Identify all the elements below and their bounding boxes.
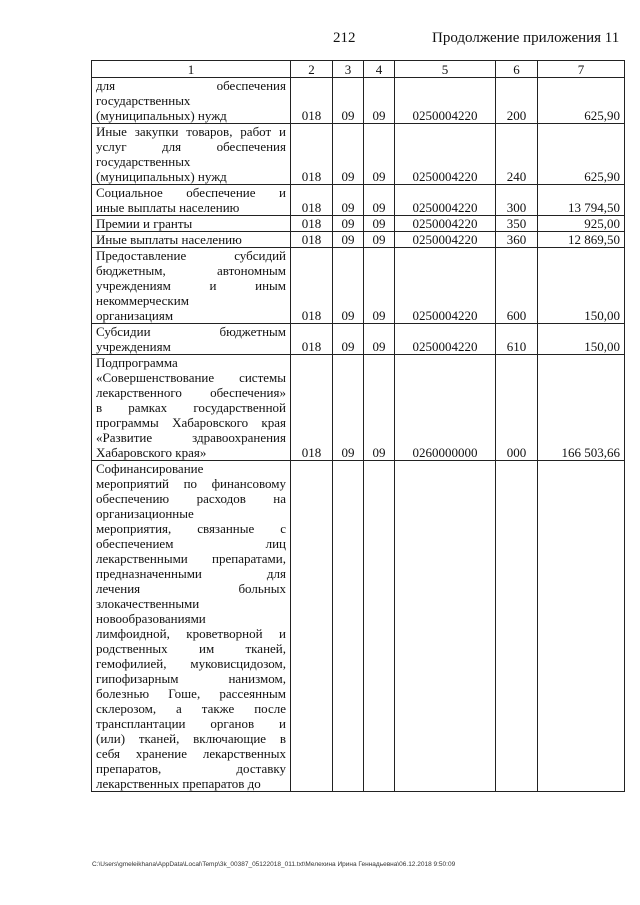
description-line: в рамках государственной <box>96 400 286 415</box>
column-header: 1 <box>92 61 291 78</box>
description-line: препаратов, доставку <box>96 761 286 776</box>
column-header: 3 <box>333 61 364 78</box>
section-code-cell: 09 <box>333 324 364 355</box>
amount-cell: 13 794,50 <box>538 185 625 216</box>
description-line: (муниципальных) нужд <box>96 108 227 123</box>
subsection-code-cell: 09 <box>364 355 395 461</box>
row-description <box>92 248 291 324</box>
ministry-code-cell: 018 <box>291 232 333 248</box>
row-description <box>92 185 291 216</box>
expense-type-cell: 600 <box>496 248 538 324</box>
amount-cell: 625,90 <box>538 78 625 124</box>
target-article-cell: 0260000000 <box>395 355 496 461</box>
description-line: трансплантации органов и <box>96 716 286 731</box>
description-line: склерозом, а также после <box>96 701 286 716</box>
row-description <box>92 461 291 792</box>
ministry-code-cell: 018 <box>291 324 333 355</box>
expense-type-cell <box>496 461 538 792</box>
description-line: лечения больных <box>96 581 286 596</box>
description-line: родственных им тканей, <box>96 641 286 656</box>
table-row <box>92 461 625 792</box>
expense-type-cell: 200 <box>496 78 538 124</box>
ministry-code-cell: 018 <box>291 185 333 216</box>
amount-cell: 150,00 <box>538 324 625 355</box>
description-line: для обеспечения <box>96 78 286 93</box>
column-header: 2 <box>291 61 333 78</box>
target-article-cell: 0250004220 <box>395 232 496 248</box>
row-description <box>92 232 291 248</box>
table-row <box>92 232 625 248</box>
description-line: некоммерческим <box>96 293 189 308</box>
amount-cell: 166 503,66 <box>538 355 625 461</box>
description-line: обеспечением лиц <box>96 536 286 551</box>
subsection-code-cell: 09 <box>364 124 395 185</box>
section-code-cell: 09 <box>333 355 364 461</box>
table-row <box>92 248 625 324</box>
description-line: Иные выплаты населению <box>96 232 242 247</box>
description-line: Хабаровского края» <box>96 445 207 460</box>
description-line: организационные <box>96 506 194 521</box>
description-line: учреждениям и иным <box>96 278 286 293</box>
section-code-cell: 09 <box>333 248 364 324</box>
ministry-code-cell: 018 <box>291 216 333 232</box>
description-line: «Совершенствование системы <box>96 370 286 385</box>
description-line: новообразованиями <box>96 611 206 626</box>
description-line: лекарственных препаратов до <box>96 776 261 791</box>
target-article-cell: 0250004220 <box>395 248 496 324</box>
amount-cell: 925,00 <box>538 216 625 232</box>
row-description <box>92 124 291 185</box>
column-number-row <box>92 61 625 78</box>
description-line: лимфоидной, кроветворной и <box>96 626 286 641</box>
amount-cell: 150,00 <box>538 248 625 324</box>
file-path-footer: C:\Users\gmeleikhana\AppData\Local\Temp\3k_00387_05122018_011.txt\Мелехина Ирина Геннадьевна\06.12.2018 9:50:09 <box>92 861 456 868</box>
table-row <box>92 124 625 185</box>
target-article-cell: 0250004220 <box>395 324 496 355</box>
target-article-cell: 0250004220 <box>395 216 496 232</box>
target-article-cell: 0250004220 <box>395 124 496 185</box>
description-line: Социальное обеспечение и <box>96 185 286 200</box>
description-line: себя хранение лекарственных <box>96 746 286 761</box>
budget-table <box>91 60 625 792</box>
table-row <box>92 216 625 232</box>
target-article-cell <box>395 461 496 792</box>
description-line: Софинансирование <box>96 461 204 476</box>
expense-type-cell: 000 <box>496 355 538 461</box>
ministry-code-cell: 018 <box>291 248 333 324</box>
description-line: государственных <box>96 154 191 169</box>
description-line: гипофизарным нанизмом, <box>96 671 286 686</box>
section-code-cell: 09 <box>333 232 364 248</box>
ministry-code-cell <box>291 461 333 792</box>
subsection-code-cell: 09 <box>364 232 395 248</box>
description-line: «Развитие здравоохранения <box>96 430 286 445</box>
amount-cell: 12 869,50 <box>538 232 625 248</box>
section-code-cell <box>333 461 364 792</box>
description-line: Подпрограмма <box>96 355 178 370</box>
column-header: 7 <box>538 61 625 78</box>
column-header: 4 <box>364 61 395 78</box>
description-line: (или) тканей, включающие в <box>96 731 286 746</box>
table-row <box>92 355 625 461</box>
description-line: учреждениям <box>96 339 171 354</box>
row-description <box>92 324 291 355</box>
description-line: мероприятия, связанные с <box>96 521 286 536</box>
section-code-cell: 09 <box>333 216 364 232</box>
amount-cell <box>538 461 625 792</box>
description-line: злокачественными <box>96 596 200 611</box>
table-row <box>92 324 625 355</box>
row-description <box>92 355 291 461</box>
description-line: (муниципальных) нужд <box>96 169 227 184</box>
subsection-code-cell: 09 <box>364 248 395 324</box>
subsection-code-cell: 09 <box>364 324 395 355</box>
subsection-code-cell: 09 <box>364 216 395 232</box>
description-line: Иные закупки товаров, работ и <box>96 124 286 139</box>
description-line: Премии и гранты <box>96 216 193 231</box>
expense-type-cell: 300 <box>496 185 538 216</box>
description-line: программы Хабаровского края <box>96 415 286 430</box>
expense-type-cell: 350 <box>496 216 538 232</box>
section-code-cell: 09 <box>333 124 364 185</box>
description-line: гемофилией, муковисцидозом, <box>96 656 286 671</box>
subsection-code-cell <box>364 461 395 792</box>
target-article-cell: 0250004220 <box>395 78 496 124</box>
row-description <box>92 78 291 124</box>
section-code-cell: 09 <box>333 185 364 216</box>
target-article-cell: 0250004220 <box>395 185 496 216</box>
subsection-code-cell: 09 <box>364 185 395 216</box>
expense-type-cell: 240 <box>496 124 538 185</box>
description-line: Предоставление субсидий <box>96 248 286 263</box>
description-line: лекарственными препаратами, <box>96 551 286 566</box>
column-header: 6 <box>496 61 538 78</box>
ministry-code-cell: 018 <box>291 78 333 124</box>
description-line: Субсидии бюджетным <box>96 324 286 339</box>
subsection-code-cell: 09 <box>364 78 395 124</box>
expense-type-cell: 610 <box>496 324 538 355</box>
description-line: предназначенными для <box>96 566 286 581</box>
description-line: мероприятий по финансовому <box>96 476 286 491</box>
table-row <box>92 185 625 216</box>
description-line: обеспечению расходов на <box>96 491 286 506</box>
expense-type-cell: 360 <box>496 232 538 248</box>
description-line: организациям <box>96 308 174 323</box>
description-line: государственных <box>96 93 191 108</box>
column-header: 5 <box>395 61 496 78</box>
ministry-code-cell: 018 <box>291 124 333 185</box>
description-line: болезнью Гоше, рассеянным <box>96 686 286 701</box>
description-line: услуг для обеспечения <box>96 139 286 154</box>
description-line: иные выплаты населению <box>96 200 240 215</box>
description-line: лекарственного обеспечения» <box>96 385 286 400</box>
amount-cell: 625,90 <box>538 124 625 185</box>
appendix-continuation-label: Продолжение приложения 11 <box>432 30 620 46</box>
page-number: 212 <box>333 30 356 46</box>
table-row <box>92 78 625 124</box>
description-line: бюджетным, автономным <box>96 263 286 278</box>
row-description <box>92 216 291 232</box>
section-code-cell: 09 <box>333 78 364 124</box>
ministry-code-cell: 018 <box>291 355 333 461</box>
